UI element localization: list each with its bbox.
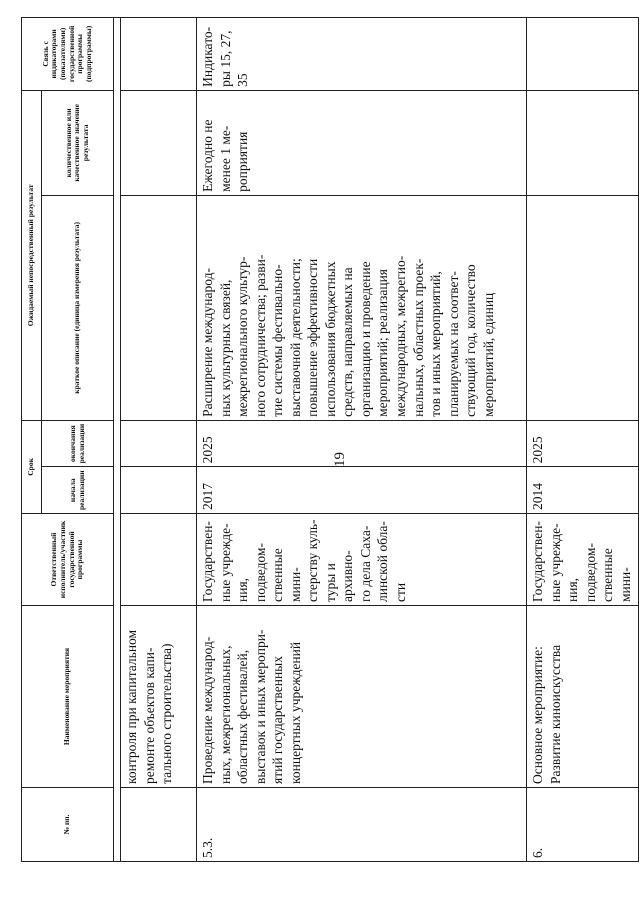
header-executor: Ответственный исполнитель/участник государственной программы [22, 514, 114, 606]
cell-link [121, 17, 197, 90]
cell-desc: Расширение международ- ных культурных связей, межрегионального культур- ного сотрудничества; разви- тие системы фестивально- выставочной деятельности; повышение эффективности использования бюджетных средств, направляемых на организацию и проведение мероприятий; реализация международных, межрегио- нальных, областных проек- тов и иных мероприятий, планируемых на соответ- ствующий год, количество мероприятий, единиц [197, 195, 527, 420]
cell-value: Ежегодно не менее 1 ме- роприятия [197, 90, 527, 195]
header-term-start: начала реализации [42, 467, 114, 514]
cell-value [121, 90, 197, 195]
measures-table [21, 17, 639, 862]
cell-name: Основное мероприятие: Развитие киноискусства [527, 606, 639, 788]
header-link: Связь с индикаторами (показателями) государственной программы (подпрограммы) [22, 17, 114, 90]
cell-num [121, 788, 197, 862]
header-result-desc: краткое описание (единица измерения результата) [42, 195, 114, 420]
cell-desc [527, 195, 639, 420]
table-row [121, 17, 197, 861]
cell-end: 2025 [197, 420, 527, 467]
page-number: 19 [332, 452, 348, 467]
cell-start: 2017 [197, 467, 527, 514]
gap-row [114, 17, 121, 861]
cell-executor: Государствен- ные учрежде- ния, подведом- ственные мини- [527, 514, 639, 606]
table-row [527, 17, 639, 861]
cell-end: 2025 [527, 420, 639, 467]
cell-desc [121, 195, 197, 420]
table-row [197, 17, 527, 861]
cell-start [121, 467, 197, 514]
header-term: Срок [22, 420, 42, 513]
header-term-end: окончания реализации [42, 420, 114, 467]
header-result: Ожидаемый непосредственный результат [22, 90, 42, 420]
header-num: № пп. [22, 788, 114, 862]
cell-value [527, 90, 639, 195]
cell-end [121, 420, 197, 467]
cell-executor [121, 514, 197, 606]
header-result-value: количественное или качественное значение результата [42, 90, 114, 195]
cell-num: 5.3. [197, 788, 527, 862]
cell-num: 6. [527, 788, 639, 862]
cell-name: контроля при капитальном ремонте объектов капи- тального строительства) [121, 606, 197, 788]
cell-executor: Государствен- ные учрежде- ния, подведом- ственные мини- стерству куль- туры и архивно- го дела Саха- линской обла- сти [197, 514, 527, 606]
cell-link [527, 17, 639, 90]
cell-start: 2014 [527, 467, 639, 514]
cell-link: Индикато- ры 15, 27, 35 [197, 17, 527, 90]
header-name: Наименование мероприятия [22, 606, 114, 788]
cell-name: Проведение международ- ных, межрегиональных, областных фестивалей, выставок и иных меропри- ятий государственных концертных учреждений [197, 606, 527, 788]
header-row-1 [22, 17, 42, 861]
